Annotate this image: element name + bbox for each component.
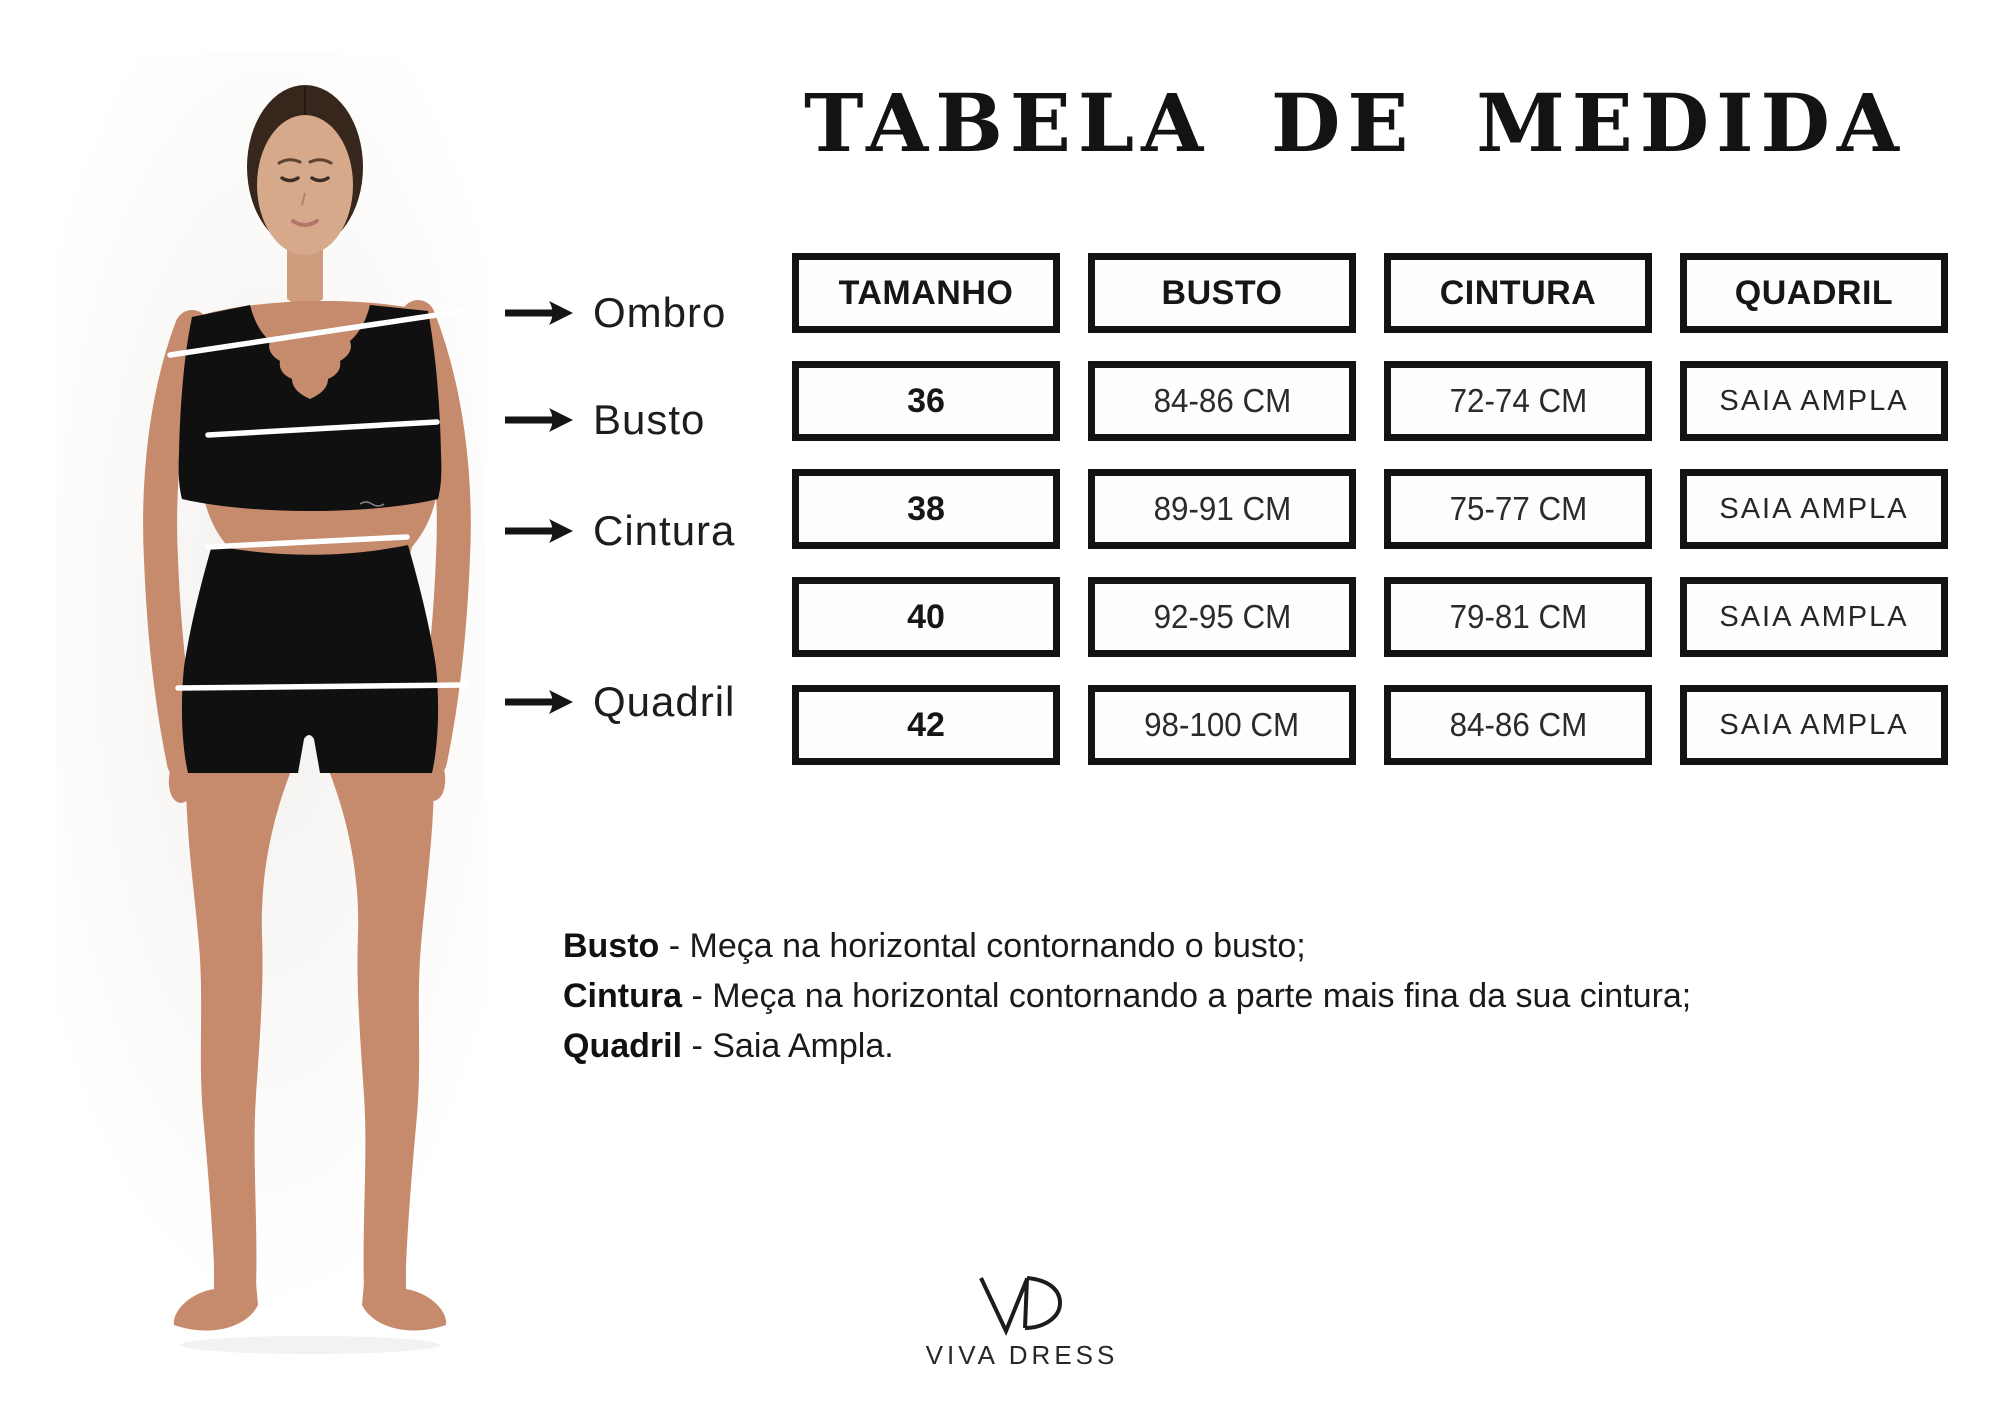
table-cell-waist: 79-81 CM — [1384, 577, 1652, 657]
table-cell-size: 42 — [792, 685, 1060, 765]
table-cell-hip: SAIA AMPLA — [1680, 685, 1948, 765]
table-cell-waist: 72-74 CM — [1384, 361, 1652, 441]
measure-row-quadril — [503, 680, 735, 724]
model-head — [247, 85, 363, 255]
model-shorts — [182, 545, 438, 773]
table-cell-hip: SAIA AMPLA — [1680, 577, 1948, 657]
brand-name: VIVA DRESS — [925, 1340, 1119, 1370]
table-cell-hip: SAIA AMPLA — [1680, 361, 1948, 441]
note-quadril: Quadril - Saia Ampla. — [563, 1027, 894, 1065]
model-legs — [174, 745, 446, 1354]
table-cell-waist: 84-86 CM — [1384, 685, 1652, 765]
table-cell-hip: SAIA AMPLA — [1680, 469, 1948, 549]
size-table — [792, 253, 1948, 765]
right-arrow-icon — [503, 407, 575, 433]
brand-logo — [918, 1276, 1126, 1371]
table-cell-bust: 92-95 CM — [1088, 577, 1356, 657]
table-header-cintura: CINTURA — [1384, 253, 1652, 333]
note-cintura: Cintura - Meça na horizontal contornando a parte mais fina da sua cintura; — [563, 977, 1692, 1015]
measure-label-ombro: Ombro — [593, 289, 727, 336]
measure-label-busto: Busto — [593, 396, 706, 443]
table-cell-bust: 89-91 CM — [1088, 469, 1356, 549]
measure-label-quadril: Quadril — [593, 678, 736, 725]
table-cell-size: 38 — [792, 469, 1060, 549]
table-cell-size: 40 — [792, 577, 1060, 657]
note-busto: Busto - Meça na horizontal contornando o busto; — [563, 927, 1306, 965]
table-cell-size: 36 — [792, 361, 1060, 441]
hip-line — [178, 685, 465, 688]
table-header-tamanho: TAMANHO — [792, 253, 1060, 333]
table-cell-waist: 75-77 CM — [1384, 469, 1652, 549]
vd-monogram-icon — [976, 1276, 1068, 1336]
model-face — [257, 115, 353, 255]
table-cell-bust: 84-86 CM — [1088, 361, 1356, 441]
model-figure — [60, 55, 480, 1365]
table-header-quadril: QUADRIL — [1680, 253, 1948, 333]
measurement-notes — [563, 921, 1691, 1071]
model-left-foot — [174, 1283, 258, 1331]
table-header-busto: BUSTO — [1088, 253, 1356, 333]
measure-row-busto — [503, 398, 705, 442]
measure-row-cintura — [503, 509, 735, 553]
measure-label-cintura: Cintura — [593, 507, 736, 554]
right-arrow-icon — [503, 518, 575, 544]
right-arrow-icon — [503, 300, 575, 326]
page-title: TABELA DE MEDIDA — [804, 76, 1906, 170]
right-arrow-icon — [503, 689, 575, 715]
table-cell-bust: 98-100 CM — [1088, 685, 1356, 765]
model-right-foot — [362, 1283, 446, 1331]
measure-row-ombro — [503, 291, 726, 335]
